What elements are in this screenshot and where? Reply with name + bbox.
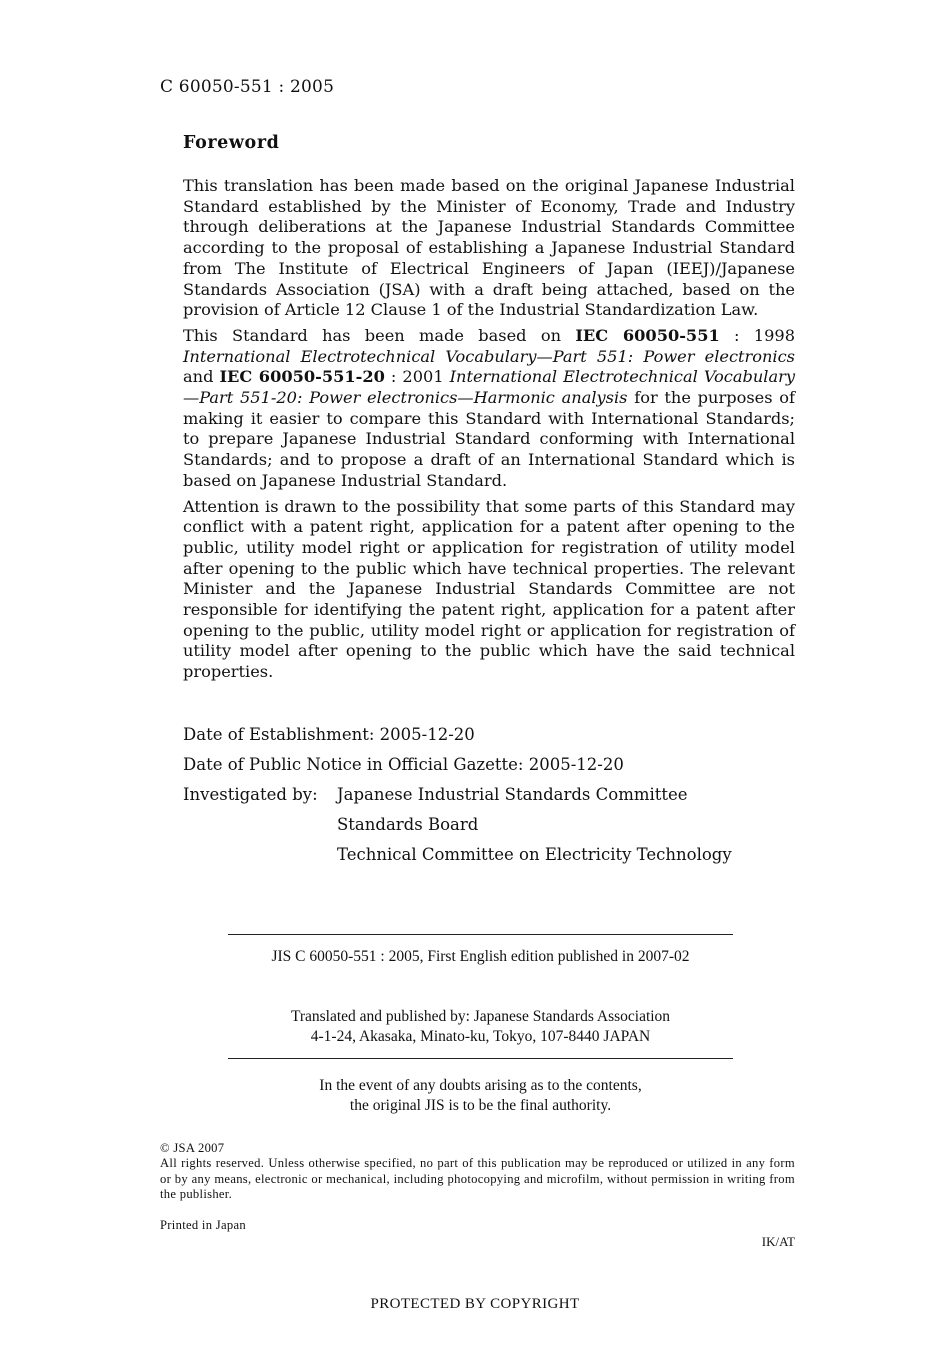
foreword-heading: Foreword xyxy=(183,133,280,153)
iec-title-2: International Electrotechnical Vocabulary—Part 551-20: Power electronics—Harmonic analysis xyxy=(183,367,795,408)
iec-reference-1: IEC 60050-551 xyxy=(575,325,720,345)
gazette-date: Date of Public Notice in Official Gazette: 2005-12-20 xyxy=(183,755,624,774)
foreword-body xyxy=(183,176,795,688)
basis-purpose: for the purposes of making it easier to compare this Standard with International Standards; to prepare Japanese Industrial Standard conforming with International Standards; and to propose a draft of an International Standard which is based on Japanese Industrial Standard. xyxy=(183,388,795,490)
rights-statement: All rights reserved. Unless otherwise specified, no part of this publication may be reproduced or utilized in any form or by any means, electronic or mechanical, including photocopying and microfilm, without permission in writing from the publisher. xyxy=(160,1156,795,1202)
investigator: Standards Board xyxy=(337,815,479,834)
investigator: Japanese Industrial Standards Committee xyxy=(337,785,688,804)
conjunction: and xyxy=(183,367,220,387)
iec-reference-2: IEC 60050-551-20 xyxy=(219,367,385,387)
iec-year-1: : 1998 xyxy=(719,325,795,345)
iec-year-2: : 2001 xyxy=(384,367,450,387)
iec-title-1: International Electrotechnical Vocabulary—Part 551: Power electronics xyxy=(183,346,795,366)
standard-code: C 60050-551 : 2005 xyxy=(160,77,335,97)
authority-notice-1: In the event of any doubts arising as to the contents, xyxy=(319,1077,642,1094)
authority-notice-2: the original JIS is to be the final authority. xyxy=(349,1097,612,1114)
divider-bottom xyxy=(228,1058,733,1059)
copyright-block xyxy=(160,1141,795,1203)
publisher-address: 4-1-24, Akasaka, Minato-ku, Tokyo, 107-8440 JAPAN xyxy=(310,1028,651,1045)
investigator: Technical Committee on Electricity Technology xyxy=(337,845,732,864)
protected-footer: PROTECTED BY COPYRIGHT xyxy=(370,1296,580,1312)
divider-top xyxy=(228,934,733,935)
translated-by: Translated and published by: Japanese Standards Association xyxy=(290,1008,671,1025)
investigators-list xyxy=(337,780,732,870)
copyright-owner: © JSA 2007 xyxy=(160,1141,225,1155)
investigated-row xyxy=(183,780,732,870)
dates-block xyxy=(183,720,732,870)
basis-text: This Standard has been made based on xyxy=(183,325,576,345)
investigated-label: Investigated by: xyxy=(183,785,318,804)
printed-in: Printed in Japan xyxy=(160,1218,246,1232)
establishment-date: Date of Establishment: 2005-12-20 xyxy=(183,725,475,744)
document-code: IK/AT xyxy=(761,1234,795,1249)
edition-line: JIS C 60050-551 : 2005, First English edition published in 2007-02 xyxy=(271,948,690,965)
paragraph-translation: This translation has been made based on the original Japanese Industrial Standard established by the Minister of Economy, Trade and Industry through deliberations at the Japanese Industrial Standards Committee according to the proposal of establishing a Japanese Industrial Standard from The Institute of Electrical Engineers of Japan (IEEJ)/Japanese Standards Association (JSA) with a draft being attached, based on the provision of Article 12 Clause 1 of the Industrial Standardization Law. xyxy=(183,176,795,320)
paragraph-patent: Attention is drawn to the possibility that some parts of this Standard may conflict with a patent right, application for a patent after opening to the public, utility model right or application for registration of utility model after opening to the public which have technical properties. The relevant Minister and the Japanese Industrial Standards Committee are not responsible for identifying the patent right, application for a patent after opening to the public, utility model right or application for registration of utility model after opening to the public which have the said technical properties. xyxy=(183,496,795,682)
paragraph-basis xyxy=(183,326,795,492)
